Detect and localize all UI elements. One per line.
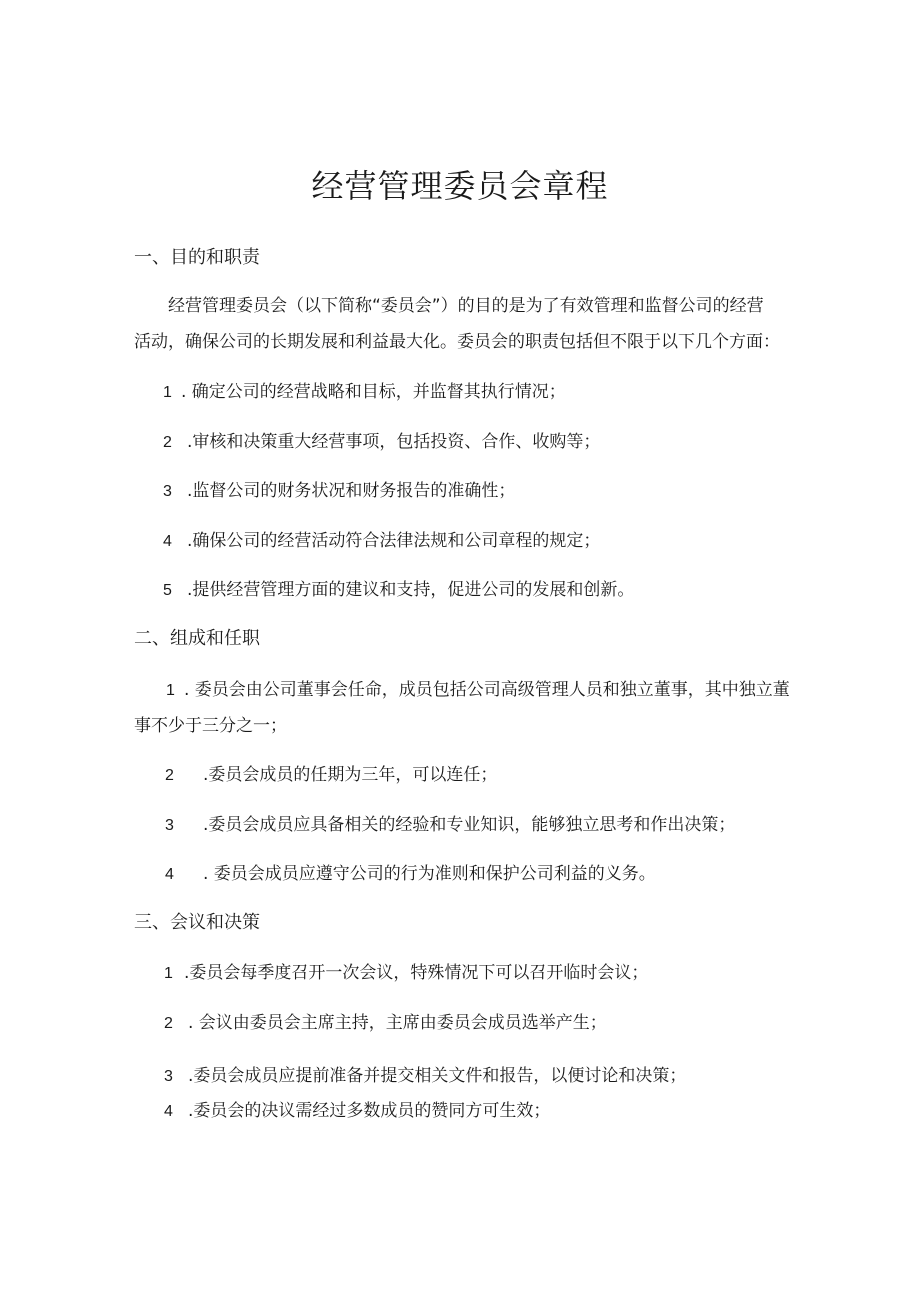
section-heading: 二、组成和任职 <box>134 628 260 649</box>
list-item-continuation: 事不少于三分之一； <box>134 716 287 736</box>
list-item-text: .委员会的决议需经过多数成员的赞同方可生效； <box>188 1101 551 1121</box>
list-item-number: 3 <box>164 1068 173 1085</box>
list-item-number: 1 <box>166 682 175 699</box>
list-item <box>165 862 656 887</box>
list-item-text: .委员会成员应具备相关的经验和专业知识，能够独立思考和作出决策； <box>203 815 736 835</box>
section-heading: 一、目的和职责 <box>134 247 260 268</box>
list-item <box>165 763 497 788</box>
list-item <box>166 678 790 703</box>
list-item-text: .监督公司的财务状况和财务报告的准确性； <box>187 481 516 501</box>
list-item-text: .审核和决策重大经营事项，包括投资、合作、收购等； <box>187 432 601 452</box>
list-item <box>163 430 600 455</box>
list-item-number: 4 <box>165 866 174 883</box>
document-title: 经营管理委员会章程 <box>311 167 609 205</box>
list-item-text: . 委员会由公司董事会任命，成员包括公司高级管理人员和独立董事，其中独立董 <box>184 680 790 700</box>
list-item <box>163 479 515 504</box>
list-item <box>163 380 566 405</box>
list-item-text: .委员会成员应提前准备并提交相关文件和报告，以便讨论和决策； <box>188 1066 687 1086</box>
list-item-text: . 会议由委员会主席主持，主席由委员会成员选举产生； <box>188 1013 607 1033</box>
list-item-text: . 委员会成员应遵守公司的行为准则和保护公司利益的义务。 <box>203 864 656 884</box>
list-item-number: 1 <box>164 965 173 982</box>
list-item-text: . 确定公司的经营战略和目标，并监督其执行情况； <box>181 382 566 402</box>
list-item <box>164 1011 607 1036</box>
list-item-number: 4 <box>163 533 172 550</box>
paragraph-line: 活动，确保公司的长期发展和利益最大化。委员会的职责包括但不限于以下几个方面： <box>134 332 780 352</box>
list-item <box>164 961 648 986</box>
list-item <box>164 1064 686 1089</box>
list-item-number: 3 <box>163 483 172 500</box>
list-item-text: .提供经营管理方面的建议和支持，促进公司的发展和创新。 <box>187 580 635 600</box>
list-item <box>163 578 634 603</box>
list-item <box>163 529 600 554</box>
paragraph-line: 经营管理委员会（以下简称“委员会”）的目的是为了有效管理和监督公司的经营 <box>168 296 764 316</box>
list-item-number: 1 <box>163 384 172 401</box>
list-item-number: 4 <box>164 1103 173 1120</box>
list-item-text: .确保公司的经营活动符合法律法规和公司章程的规定； <box>187 531 601 551</box>
list-item <box>164 1099 550 1124</box>
list-item-number: 5 <box>163 582 172 599</box>
list-item <box>165 813 735 838</box>
list-item-number: 3 <box>165 817 174 834</box>
list-item-number: 2 <box>163 434 172 451</box>
list-item-text: .委员会每季度召开一次会议，特殊情况下可以召开临时会议； <box>184 963 649 983</box>
list-item-text: .委员会成员的任期为三年，可以连任； <box>203 765 498 785</box>
section-heading: 三、会议和决策 <box>134 912 260 933</box>
list-item-number: 2 <box>165 767 174 784</box>
list-item-number: 2 <box>164 1015 173 1032</box>
